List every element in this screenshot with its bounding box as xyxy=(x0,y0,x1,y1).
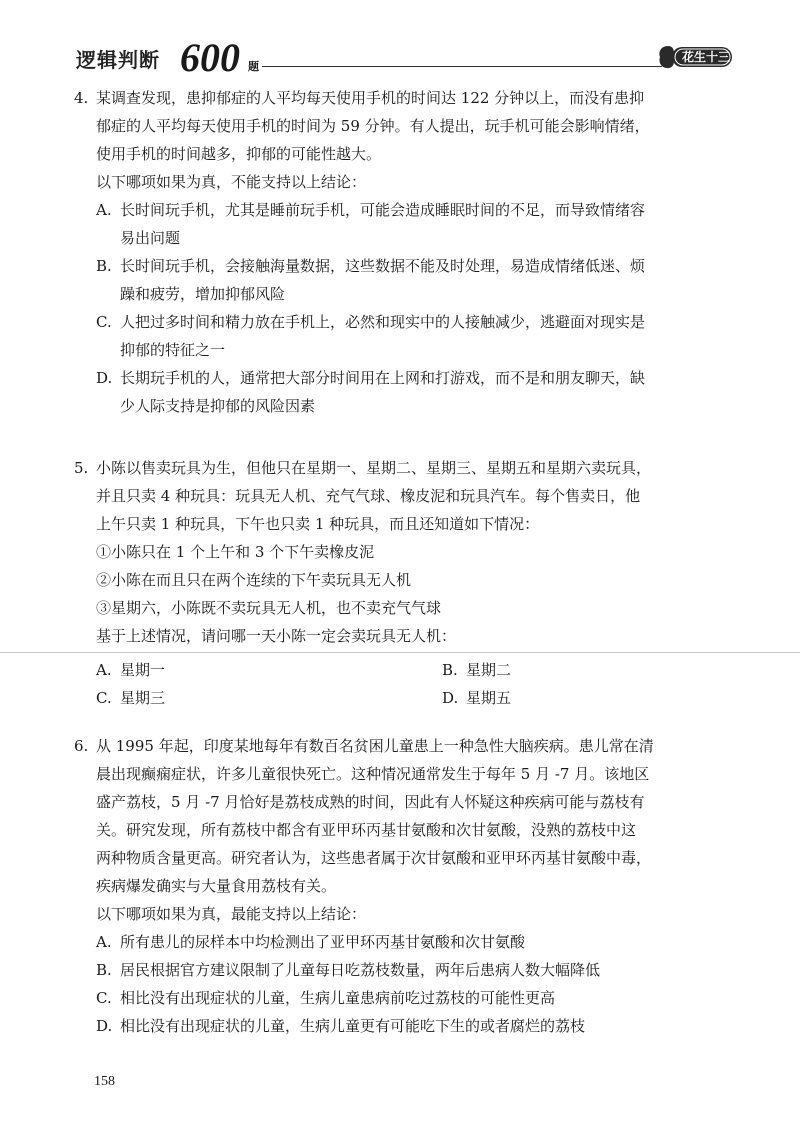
running-header xyxy=(70,35,734,80)
option-text: 人把过多时间和精力放在手机上，必然和现实中的人接触减少，逃避面对现实是 xyxy=(120,313,646,331)
question-stem-line: 小陈以售卖玩具为生，但他只在星期一、星期二、星期三、星期五和星期六卖玩具， xyxy=(96,459,652,477)
option-d[interactable] xyxy=(96,364,736,420)
question-6 xyxy=(74,732,736,1040)
option-text-cont: 躁和疲劳，增加抑郁风险 xyxy=(120,285,286,303)
brand-badge xyxy=(656,44,734,70)
question-stem-line: 关。研究发现，所有荔枝中都含有亚甲环丙基甘氨酸和次甘氨酸，没熟的荔枝中这 xyxy=(96,821,637,839)
page-number: 158 xyxy=(94,1074,115,1089)
option-text: 长时间玩手机，会接触海量数据，这些数据不能及时处理，易造成情绪低迷、烦 xyxy=(120,257,646,275)
option-text: 相比没有出现症状的儿童，生病儿童患病前吃过荔枝的可能性更高 xyxy=(120,989,556,1007)
question-stem-line: 并且只卖 4 种玩具：玩具无人机、充气气球、橡皮泥和玩具汽车。每个售卖日，他 xyxy=(96,487,641,505)
option-c[interactable] xyxy=(96,684,165,712)
option-text: 相比没有出现症状的儿童，生病儿童更有可能吃下生的或者腐烂的荔枝 xyxy=(120,1017,586,1035)
option-b[interactable] xyxy=(442,656,511,684)
option-d[interactable] xyxy=(442,684,511,712)
option-label: B. xyxy=(96,257,112,275)
option-c[interactable] xyxy=(96,984,736,1012)
option-text: 居民根据官方建议限制了儿童每日吃荔枝数量，两年后患病人数大幅降低 xyxy=(120,961,601,979)
option-text: 星期五 xyxy=(466,689,512,707)
question-stem-line: 晨出现癫痫症状，许多儿童很快死亡。这种情况通常发生于每年 5 月 -7 月。该地区 xyxy=(96,765,650,783)
option-label: A. xyxy=(96,933,112,951)
option-label: A. xyxy=(96,201,112,219)
option-label: B. xyxy=(442,661,458,679)
option-b[interactable] xyxy=(96,956,736,984)
option-text-cont: 易出问题 xyxy=(120,229,181,247)
option-text: 星期二 xyxy=(466,661,512,679)
option-label: D. xyxy=(442,689,459,707)
option-label: D. xyxy=(96,369,113,387)
question-stem-line: 使用手机的时间越多，抑郁的可能性越大。 xyxy=(96,145,382,163)
question-prompt: 以下哪项如果为真，最能支持以上结论： xyxy=(96,905,367,923)
option-text-cont: 少人际支持是抑郁的风险因素 xyxy=(120,397,316,415)
brand-name: 花生十三 xyxy=(682,50,731,64)
options-grid xyxy=(96,656,736,712)
option-text: 所有患儿的尿样本中均检测出了亚甲环丙基甘氨酸和次甘氨酸 xyxy=(120,933,526,951)
header-rule xyxy=(262,66,662,67)
option-text: 星期三 xyxy=(120,689,166,707)
option-label: C. xyxy=(96,689,112,707)
option-label: C. xyxy=(96,989,112,1007)
question-stem-line: 某调查发现，患抑郁症的人平均每天使用手机的时间达 122 分钟以上，而没有患抑 xyxy=(96,89,645,107)
option-b[interactable] xyxy=(96,252,736,308)
question-stem-line: 两种物质含量更高。研究者认为，这些患者属于次甘氨酸和亚甲环丙基甘氨酸中毒， xyxy=(96,849,652,867)
option-c[interactable] xyxy=(96,308,736,364)
condition-3: ③星期六，小陈既不卖玩具无人机，也不卖充气气球 xyxy=(96,599,442,617)
question-stem-line: 郁症的人平均每天使用手机的时间为 59 分钟。有人提出，玩手机可能会影响情绪， xyxy=(96,117,650,135)
option-label: D. xyxy=(96,1017,113,1035)
condition-2: ②小陈在而且只在两个连续的下午卖玩具无人机 xyxy=(96,571,412,589)
option-label: B. xyxy=(96,961,112,979)
question-number: 5. xyxy=(74,459,89,477)
option-label: C. xyxy=(96,313,112,331)
book-number: 600 xyxy=(180,35,240,80)
option-text: 长时间玩手机，尤其是睡前玩手机，可能会造成睡眠时间的不足，而导致情绪容 xyxy=(120,201,646,219)
book-title: 逻辑判断 xyxy=(76,48,160,72)
condition-1: ①小陈只在 1 个上午和 3 个下午卖橡皮泥 xyxy=(96,543,375,561)
question-5 xyxy=(74,454,736,712)
question-4 xyxy=(74,84,736,420)
option-label: A. xyxy=(96,661,112,679)
question-stem-line: 疾病爆发确实与大量食用荔枝有关。 xyxy=(96,877,337,895)
option-text: 长期玩手机的人，通常把大部分时间用在上网和打游戏，而不是和朋友聊天，缺 xyxy=(120,369,646,387)
question-number: 4. xyxy=(74,89,89,107)
question-prompt: 基于上述情况，请问哪一天小陈一定会卖玩具无人机： xyxy=(96,627,457,645)
book-title-suffix: 题 xyxy=(248,60,259,73)
option-a[interactable] xyxy=(96,656,165,684)
page-fold-line xyxy=(0,652,800,653)
question-number: 6. xyxy=(74,737,89,755)
question-stem-line: 从 1995 年起，印度某地每年有数百名贫困儿童患上一种急性大脑疾病。患儿常在清 xyxy=(96,737,654,755)
question-prompt: 以下哪项如果为真，不能支持以上结论： xyxy=(96,173,367,191)
option-text-cont: 抑郁的特征之一 xyxy=(120,341,226,359)
question-stem-line: 盛产荔枝，5 月 -7 月恰好是荔枝成熟的时间，因此有人怀疑这种疾病可能与荔枝有 xyxy=(96,793,645,811)
option-a[interactable] xyxy=(96,928,736,956)
question-stem-line: 上午只卖 1 种玩具，下午也只卖 1 种玩具，而且还知道如下情况： xyxy=(96,515,540,533)
option-d[interactable] xyxy=(96,1012,736,1040)
option-a[interactable] xyxy=(96,196,736,252)
option-text: 星期一 xyxy=(120,661,166,679)
